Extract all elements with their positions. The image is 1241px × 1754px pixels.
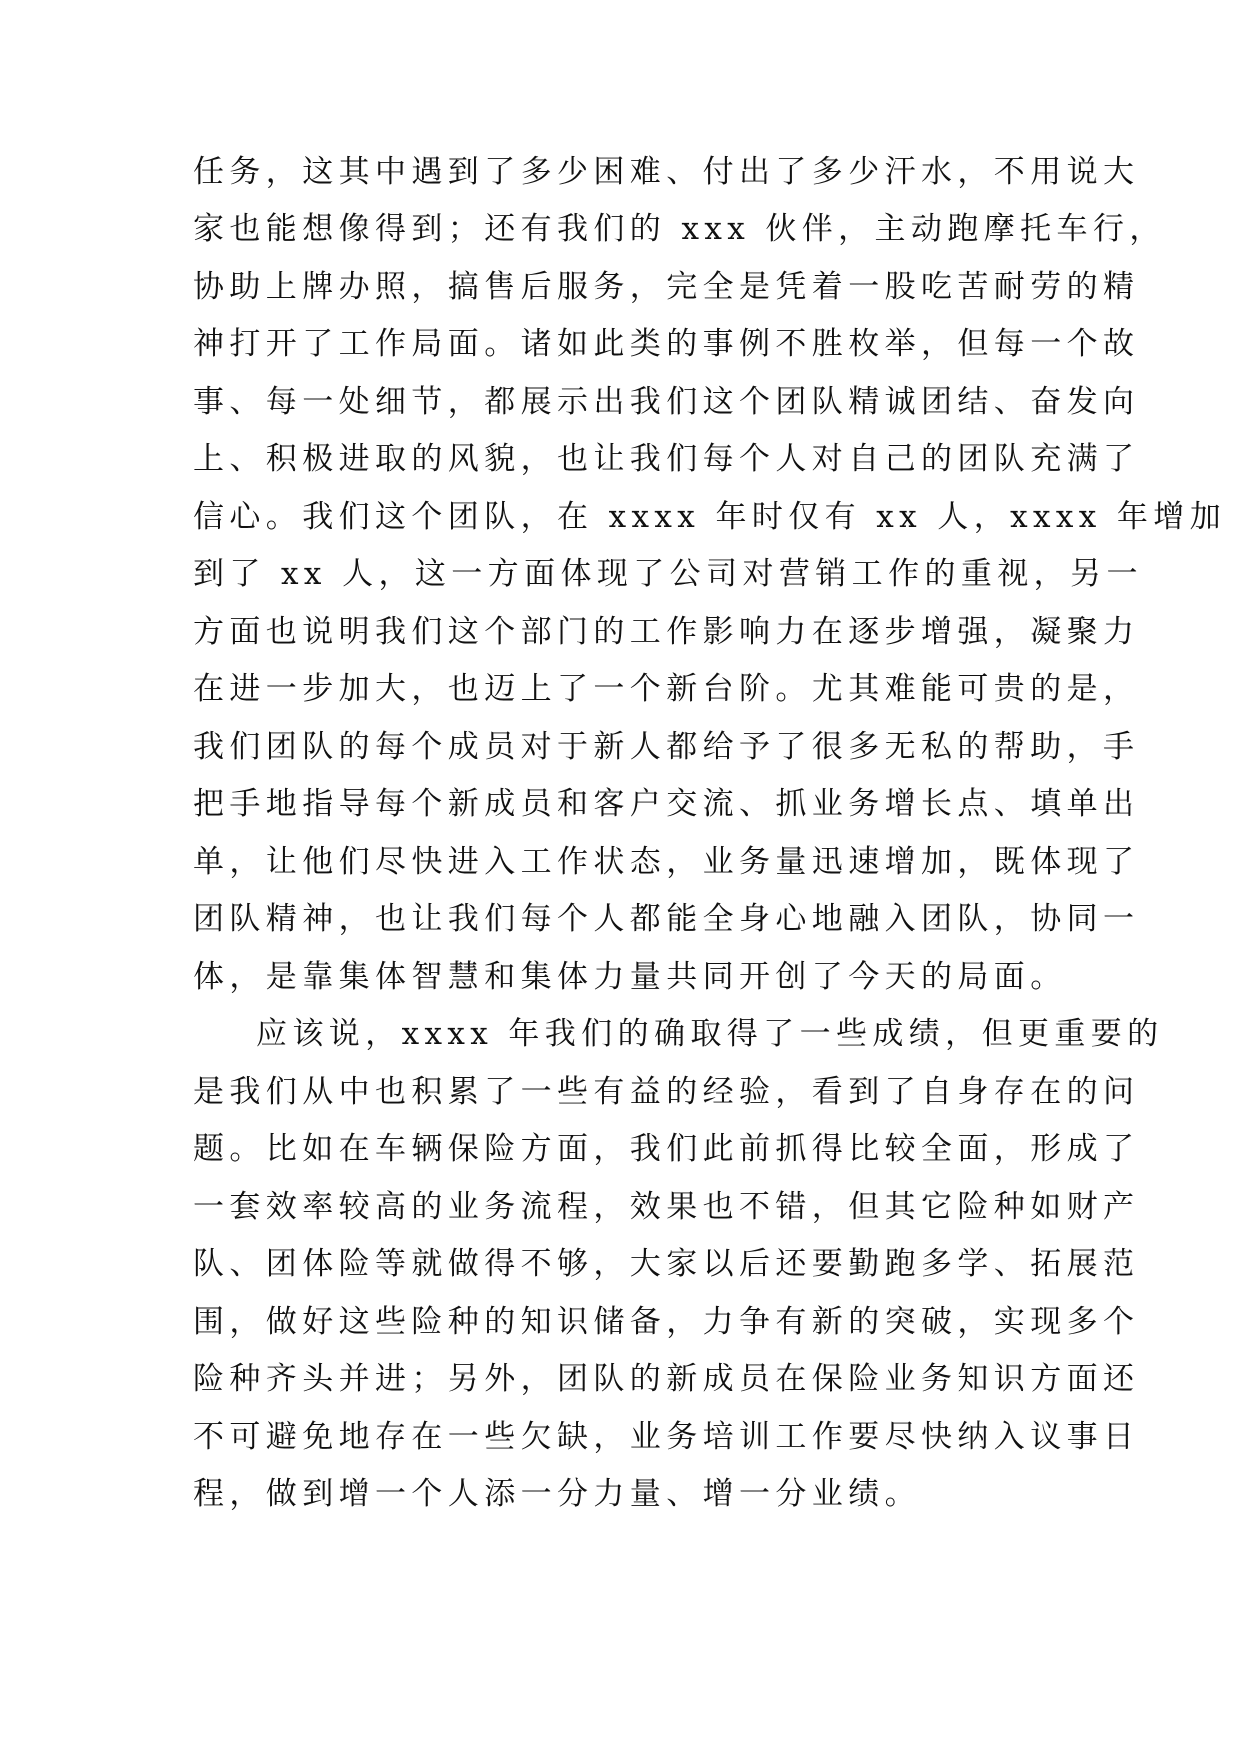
text-line: 家也能想像得到；还有我们的 xxx 伙伴，主动跑摩托车行， xyxy=(193,211,1166,247)
text-line: 把手地指导每个新成员和客户交流、抓业务增长点、填单出 xyxy=(193,786,1140,822)
text-line: 事、每一处细节，都展示出我们这个团队精诚团结、奋发向 xyxy=(193,384,1140,420)
text-line: 围，做好这些险种的知识储备，力争有新的突破，实现多个 xyxy=(193,1304,1140,1340)
text-line: 信心。我们这个团队，在 xxxx 年时仅有 xx 人，xxxx 年增加 xyxy=(193,499,1227,535)
text-line: 在进一步加大，也迈上了一个新台阶。尤其难能可贵的是， xyxy=(193,671,1140,707)
text-line: 一套效率较高的业务流程，效果也不错，但其它险种如财产 xyxy=(193,1189,1140,1225)
text-line: 单，让他们尽快进入工作状态，业务量迅速增加，既体现了 xyxy=(193,844,1140,880)
text-line: 程，做到增一个人添一分力量、增一分业绩。 xyxy=(193,1476,921,1512)
text-line: 我们团队的每个成员对于新人都给予了很多无私的帮助，手 xyxy=(193,729,1140,765)
text-line: 不可避免地存在一些欠缺，业务培训工作要尽快纳入议事日 xyxy=(193,1419,1140,1455)
text-line: 任务，这其中遇到了多少困难、付出了多少汗水，不用说大 xyxy=(193,154,1140,190)
text-line: 体，是靠集体智慧和集体力量共同开创了今天的局面。 xyxy=(193,959,1067,995)
text-line: 方面也说明我们这个部门的工作影响力在逐步增强，凝聚力 xyxy=(193,614,1140,650)
text-line: 团队精神，也让我们每个人都能全身心地融入团队，协同一 xyxy=(193,901,1140,937)
text-line: 上、积极进取的风貌，也让我们每个人对自己的团队充满了 xyxy=(193,441,1140,477)
text-line: 题。比如在车辆保险方面，我们此前抓得比较全面，形成了 xyxy=(193,1131,1140,1167)
text-line: 神打开了工作局面。诸如此类的事例不胜枚举，但每一个故 xyxy=(193,326,1140,362)
text-line: 到了 xx 人，这一方面体现了公司对营销工作的重视，另一 xyxy=(193,556,1143,592)
text-line: 险种齐头并进；另外，团队的新成员在保险业务知识方面还 xyxy=(193,1361,1140,1397)
text-line: 协助上牌办照，搞售后服务，完全是凭着一股吃苦耐劳的精 xyxy=(193,269,1140,305)
text-line: 应该说，xxxx 年我们的确取得了一些成绩，但更重要的 xyxy=(256,1016,1164,1052)
text-line: 是我们从中也积累了一些有益的经验，看到了自身存在的问 xyxy=(193,1074,1140,1110)
text-line: 队、团体险等就做得不够，大家以后还要勤跑多学、拓展范 xyxy=(193,1246,1140,1282)
